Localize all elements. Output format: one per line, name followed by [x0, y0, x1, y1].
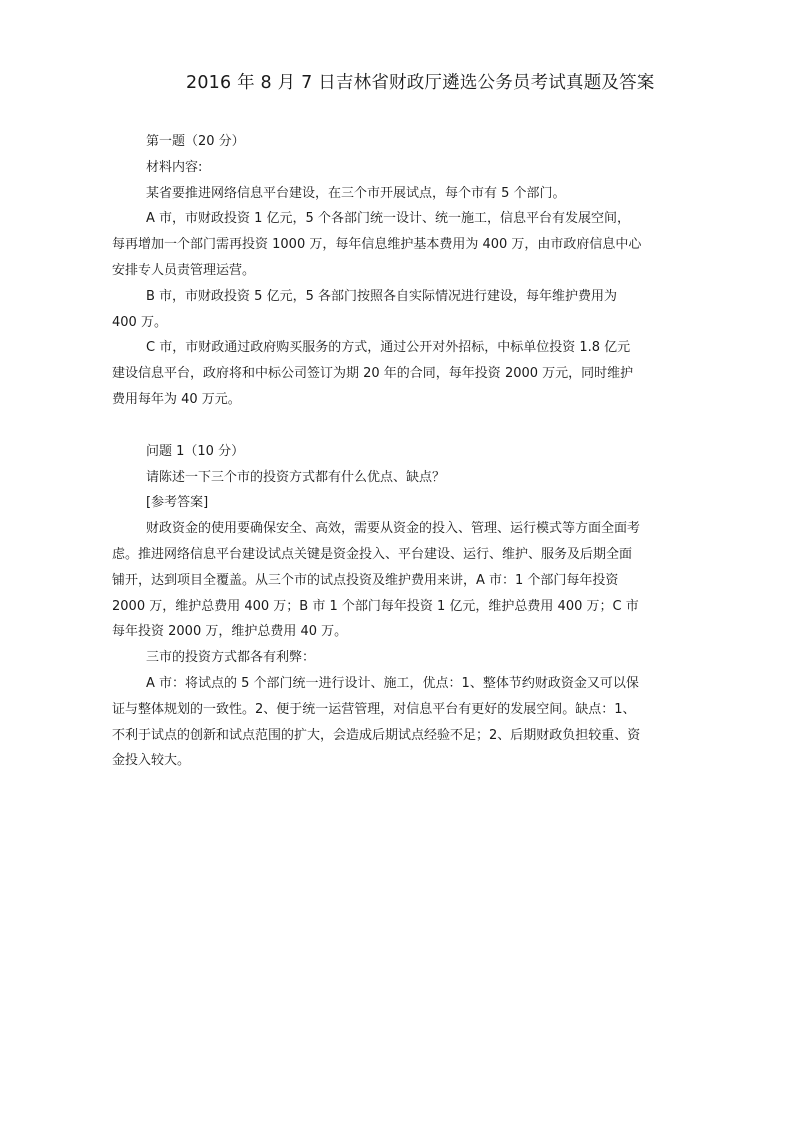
material-paragraph: A 市，市财政投资 1 亿元，5 个各部门统一设计、统一施工，信息平台有发展空间，每再增加一个部门需再投资 1000 万，每年信息维护基本费用为 400 万，由市政府信息中心安排专人员责管理运营。: [112, 211, 642, 278]
answer-paragraph: 财政资金的使用要确保安全、高效，需要从资金的投入、管理、运行模式等方面全面考虑。推进网络信息平台建设试点关键是资金投入、平台建设、运行、维护、服务及后期全面铺开，达到项目全覆盖。从三个市的试点投资及维护费用来讲，A 市：1 个部门每年投资 2000 万，维护总费用 400 万；B 市 1 个部门每年投资 1 亿元，维护总费用 400 万；C 市每年投资 2000 万，维护总费用 40 万。: [112, 521, 641, 640]
material-label: 材料内容:: [146, 159, 203, 175]
answer-paragraph: 三市的投资方式都各有利弊：: [146, 650, 316, 666]
document-body: [112, 129, 642, 774]
question-heading: 第一题（20 分）: [146, 134, 245, 149]
page-title: 2016 年 8 月 7 日吉林省财政厅遴选公务员考试真题及答案: [186, 73, 655, 93]
material-paragraph: C 市，市财政通过政府购买服务的方式，通过公开对外招标，中标单位投资 1.8 亿元建设信息平台，政府将和中标公司签订为期 20 年的合同，每年投资 2000 万元，同时维护费用每年为 40 万元。: [112, 340, 634, 407]
answer-paragraph: A 市：将试点的 5 个部门统一进行设计、施工，优点：1、整体节约财政资金又可以保证与整体规划的一致性。2、便于统一运营管理，对信息平台有更好的发展空间。缺点：1、不利于试点的创新和试点范围的扩大，会造成后期试点经验不足；2、后期财政负担较重、资金投入较大。: [112, 675, 641, 769]
problem-question: 请陈述一下三个市的投资方式都有什么优点、缺点？: [146, 469, 446, 485]
section-spacer: [112, 413, 642, 439]
problem-heading: 问题 1（10 分）: [146, 443, 245, 459]
answer-label: [参考答案]: [146, 495, 209, 511]
material-paragraph: 某省要推进网络信息平台建设，在三个市开展试点，每个市有 5 个部门。: [146, 185, 566, 201]
material-paragraph: B 市，市财政投资 5 亿元，5 各部门按照各自实际情况进行建设，每年维护费用为 400 万。: [112, 288, 617, 330]
